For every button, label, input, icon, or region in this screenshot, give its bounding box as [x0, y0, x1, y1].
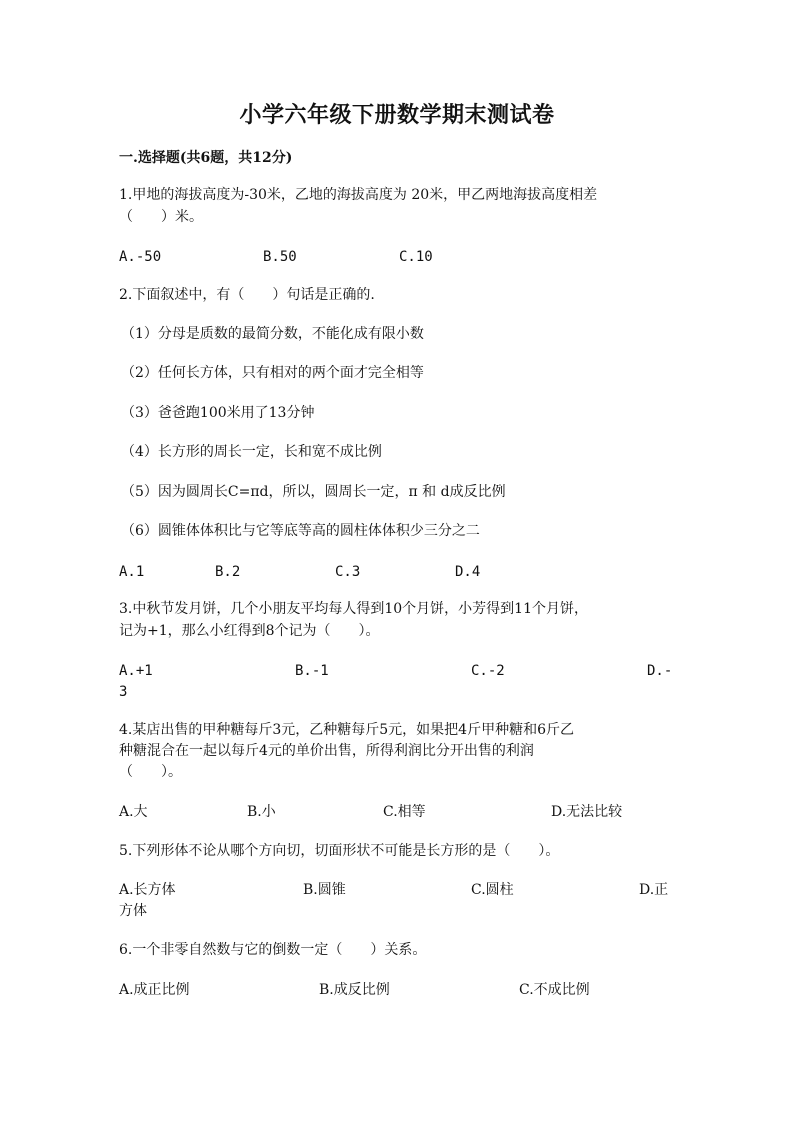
- question-2-option-c: C.3: [335, 564, 361, 580]
- question-4-line-2: 种糖混合在一起以每斤4元的单价出售，所得利润比分开出售的利润: [119, 743, 534, 759]
- question-3-line-1: 3.中秋节发月饼，几个小朋友平均每人得到10个月饼，小芳得到11个月饼，: [119, 601, 588, 617]
- question-1-option-b: B.50: [263, 249, 297, 265]
- question-3-line-2: 记为+1，那么小红得到8个记为（ ）。: [119, 623, 380, 639]
- question-2-stem: 2.下面叙述中，有（ ）句话是正确的.: [119, 287, 375, 303]
- question-2-item-2: （2）任何长方体，只有相对的两个面才完全相等: [121, 365, 424, 381]
- question-1-line-2: （ ）米。: [119, 209, 203, 225]
- question-3-option-b: B.-1: [295, 663, 329, 679]
- question-4-option-d: D.无法比较: [551, 804, 623, 820]
- question-6-option-a: A.成正比例: [119, 982, 190, 998]
- question-5-line-1: 5.下列形体不论从哪个方向切，切面形状不可能是长方形的是（ ）。: [119, 843, 560, 859]
- question-2-item-6: （6）圆锥体体积比与它等底等高的圆柱体体积少三分之二: [121, 523, 480, 539]
- section-heading: 一.选择题(共6题，共12分): [119, 150, 293, 166]
- question-6-option-c: C.不成比例: [519, 982, 590, 998]
- page-title: 小学六年级下册数学期末测试卷: [239, 102, 555, 128]
- question-5-option-b: B.圆锥: [303, 882, 346, 898]
- question-1-option-c: C.10: [399, 249, 433, 265]
- question-4-option-c: C.相等: [383, 804, 426, 820]
- question-1-option-a: A.-50: [119, 249, 162, 265]
- question-5-option-d: D.正: [639, 882, 669, 898]
- question-2-item-3: （3）爸爸跑100米用了13分钟: [121, 405, 315, 421]
- question-2-item-1: （1）分母是质数的最简分数，不能化成有限小数: [121, 326, 424, 342]
- question-4-line-1: 4.某店出售的甲种糖每斤3元，乙种糖每斤5元，如果把4斤甲种糖和6斤乙: [119, 722, 574, 738]
- question-3-option-d: D.-: [647, 663, 673, 679]
- question-1-line-1: 1.甲地的海拔高度为-30米，乙地的海拔高度为 20米，甲乙两地海拔高度相差: [119, 187, 598, 203]
- question-2-item-5: （5）因为圆周长C=πd，所以，圆周长一定，π 和 d成反比例: [121, 484, 506, 500]
- question-5-option-d-wrap: 方体: [119, 903, 147, 919]
- question-6-option-b: B.成反比例: [319, 982, 390, 998]
- question-2-option-a: A.1: [119, 564, 145, 580]
- question-5-option-c: C.圆柱: [471, 882, 514, 898]
- question-4-line-3: （ ）。: [119, 764, 182, 780]
- question-6-line-1: 6.一个非零自然数与它的倒数一定（ ）关系。: [119, 942, 427, 958]
- question-3-option-d-wrap: 3: [119, 684, 128, 700]
- question-3-option-a: A.+1: [119, 663, 153, 679]
- question-4-option-a: A.大: [119, 804, 148, 820]
- question-2-option-b: B.2: [215, 564, 241, 580]
- question-3-option-c: C.-2: [471, 663, 505, 679]
- question-2-item-4: （4）长方形的周长一定，长和宽不成比例: [121, 444, 382, 460]
- question-5-option-a: A.长方体: [119, 882, 176, 898]
- question-2-option-d: D.4: [455, 564, 481, 580]
- question-4-option-b: B.小: [247, 804, 276, 820]
